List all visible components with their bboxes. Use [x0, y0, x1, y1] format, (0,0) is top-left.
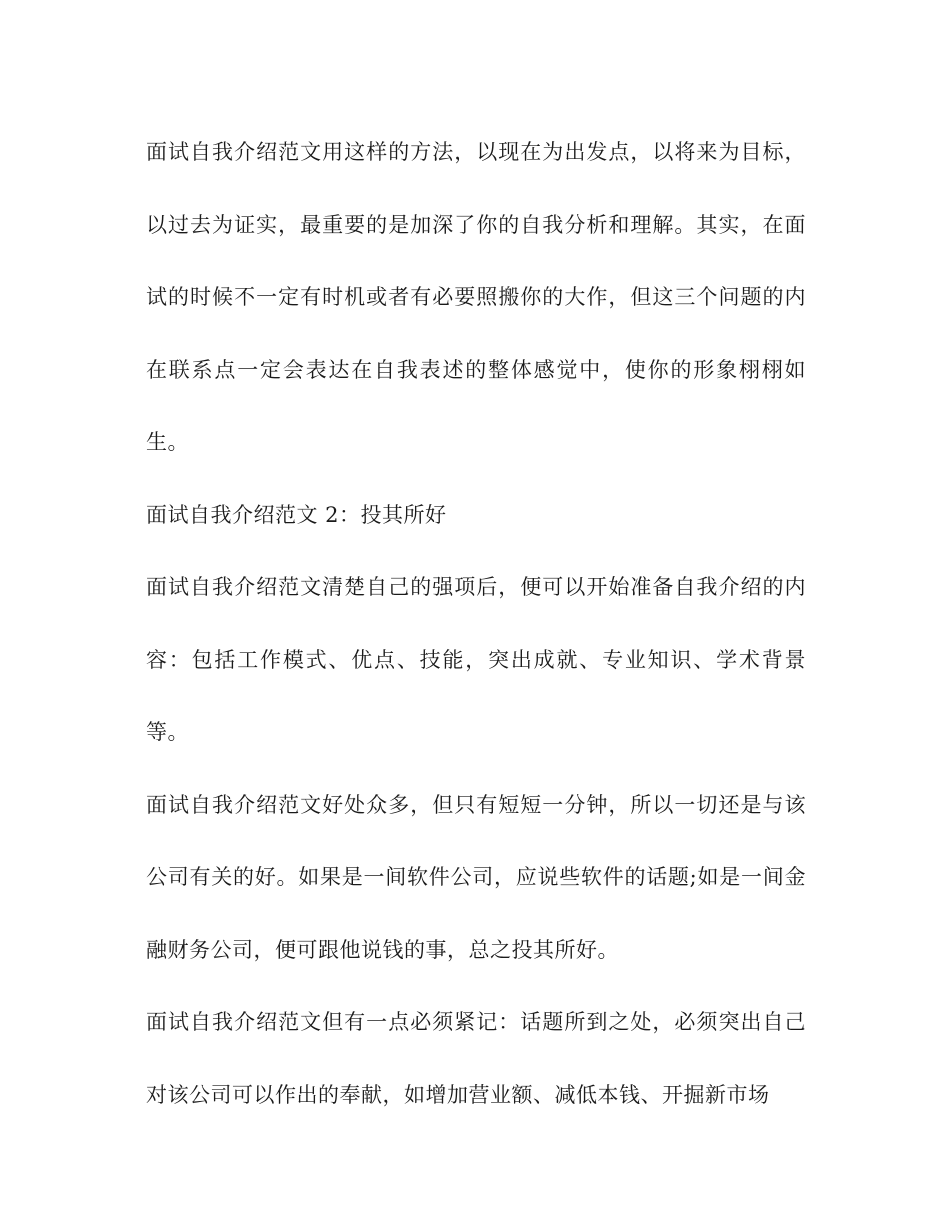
- section-heading-cater-to-interests: 面试自我介绍范文 2：投其所好: [146, 502, 447, 527]
- paragraph-contribution: 面试自我介绍范文但有一点必须紧记：话题所到之处，必须突出自己对该公司可以作出的奉献，如增加营业额、减低本钱、开掘新市场: [146, 1010, 806, 1107]
- paragraph-self-analysis: 面试自我介绍范文用这样的方法，以现在为出发点，以将来为目标，以过去为证实，最重要的是加深了你的自我分析和理解。其实，在面试的时候不一定有时机或者有必要照搬你的大作，但这三个问题的内在联系点一定会表达在自我表述的整体感觉中，使你的形象栩栩如生。: [146, 140, 806, 454]
- paragraph-company-relevance: 面试自我介绍范文好处众多，但只有短短一分钟，所以一切还是与该公司有关的好。如果是一间软件公司，应说些软件的话题;如是一间金融财务公司，便可跟他说钱的事，总之投其所好。: [146, 792, 806, 962]
- paragraph-strengths: 面试自我介绍范文清楚自己的强项后，便可以开始准备自我介绍的内容：包括工作模式、优点、技能，突出成就、专业知识、学术背景等。: [146, 575, 806, 744]
- document-body: [146, 116, 806, 1131]
